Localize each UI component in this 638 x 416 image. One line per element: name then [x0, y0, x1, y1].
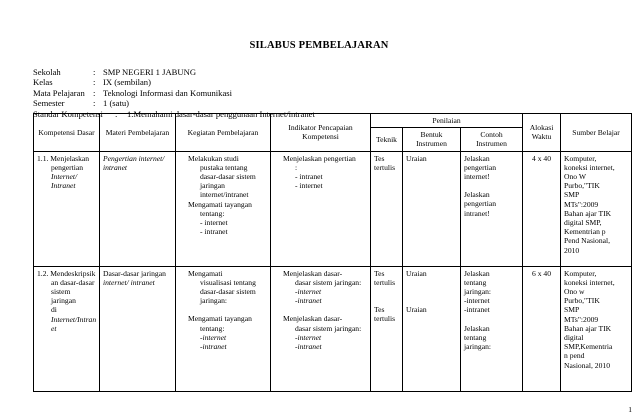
cell-text: tentang:: [200, 323, 225, 333]
indikator-cell: [271, 266, 371, 391]
cell-text: MTs":2009: [564, 314, 599, 324]
cell-text: Melakukan studi: [188, 153, 239, 163]
cell-text: Tes: [374, 268, 385, 278]
cell-text: Ono w: [564, 287, 585, 297]
cell-text: dasar-dasar sistem: [200, 287, 256, 297]
bentuk-cell: [403, 151, 461, 266]
meta-key: Sekolah: [33, 67, 61, 77]
cell-text: [179, 314, 267, 323]
kompetensi-cell: [34, 151, 100, 266]
cell-text: Uraian: [406, 153, 427, 163]
document-meta: [33, 67, 315, 119]
cell-text: Menjelaskan pengertian: [283, 153, 356, 163]
sumber-cell: [561, 151, 632, 266]
kegiatan-cell: [176, 151, 271, 266]
page-number: 1: [628, 405, 632, 414]
cell-text: [464, 181, 519, 190]
cell-text: Dasar-dasar jaringan: [103, 268, 166, 278]
meta-row-mapel: Mata Pelajaran : Teknologi Informasi dan Komunikasi: [33, 87, 232, 98]
cell-text: -internet: [200, 332, 227, 342]
cell-text: Internet/Intran: [51, 314, 97, 324]
cell-text: Pend Nasional,: [564, 236, 610, 246]
cell-text: [179, 305, 267, 314]
cell-text: tentang:: [200, 208, 225, 218]
cell-text: Bahan ajar TIK: [564, 323, 612, 333]
cell-text: jaringan: [200, 181, 225, 191]
meta-row-kelas: Kelas : IX (sembilan): [33, 77, 151, 88]
cell-text: [274, 314, 367, 323]
cell-text: [179, 200, 267, 209]
cell-text: tertulis: [374, 277, 396, 287]
meta-row-sekolah: Sekolah : SMP NEGERI 1 JABUNG: [33, 67, 197, 77]
cell-text: 1.2.: [37, 268, 49, 278]
cell-text: dasar sistem jaringan:: [295, 323, 362, 333]
meta-value: IX (sembilan): [103, 77, 151, 88]
cell-text: [374, 287, 399, 296]
cell-text: et: [51, 323, 57, 333]
cell-text: Tes: [374, 305, 385, 315]
cell-text: internet!: [464, 172, 490, 182]
cell-text: [274, 269, 367, 278]
sumber-cell: [561, 266, 632, 391]
cell-text: Mendeskripsik: [50, 268, 96, 278]
teknik-cell: [371, 151, 403, 266]
cell-text: [274, 305, 367, 314]
cell-text: [37, 269, 96, 278]
cell-text: Komputer,: [564, 268, 597, 278]
cell-text: Bahan ajar TIK: [564, 208, 612, 218]
cell-text: koneksi internet,: [564, 162, 615, 172]
cell-text: dasar sistem jaringan:: [295, 277, 362, 287]
cell-text: Tes: [374, 153, 385, 163]
page-title: SILABUS PEMBELAJARAN: [249, 40, 389, 51]
cell-text: 2010: [564, 245, 580, 255]
cell-text: [406, 278, 457, 287]
cell-text: Uraian: [406, 304, 427, 314]
header-kegiatan: Kegiatan Pembelajaran: [176, 114, 271, 152]
cell-text: :: [295, 162, 298, 172]
cell-text: [406, 296, 457, 305]
kegiatan-cell: [176, 266, 271, 391]
syllabus-table: [33, 113, 632, 392]
cell-text: SMP,Kementria: [564, 342, 613, 352]
cell-text: - internet: [200, 218, 228, 228]
cell-text: dasar-dasar sistem: [200, 172, 256, 182]
cell-text: SMP: [564, 305, 580, 315]
cell-text: tertulis: [374, 162, 396, 172]
meta-value: 1.Memahami dasar-dasar penggunaan Internet/intranet: [127, 108, 315, 119]
cell-text: -intranet: [200, 342, 227, 352]
cell-text: Kementrian p: [564, 227, 606, 237]
cell-text: di: [51, 305, 57, 315]
meta-key: Mata Pelajaran: [33, 87, 85, 98]
kompetensi-cell: [34, 266, 100, 391]
contoh-cell: [461, 266, 523, 391]
cell-text: [406, 287, 457, 296]
cell-text: SMP: [564, 190, 580, 200]
cell-text: digital: [564, 333, 584, 343]
cell-text: Purbo,"TIK: [564, 181, 600, 191]
header-kompetensi: Kompetensi Dasar: [34, 114, 100, 152]
cell-text: Menjelaskan: [50, 153, 90, 163]
cell-text: -internet: [295, 332, 322, 342]
meta-value: 1 (satu): [103, 98, 130, 109]
header-indikator: Indikator Pencapaian Kompetensi: [271, 114, 371, 152]
cell-text: [374, 296, 399, 305]
cell-text: jaringan:: [200, 296, 227, 306]
cell-text: MTs":2009: [564, 199, 599, 209]
meta-key: Kelas: [33, 77, 53, 88]
cell-text: koneksi internet,: [564, 277, 615, 287]
header-row: [34, 114, 632, 128]
cell-text: Jelaskan: [464, 323, 490, 333]
cell-text: Ono W: [564, 172, 587, 182]
cell-text: an dasar-dasar: [51, 277, 95, 287]
cell-text: -intranet: [295, 342, 322, 352]
meta-value: Teknologi Informasi dan Komunikasi: [103, 87, 232, 98]
cell-text: intranet!: [464, 208, 490, 218]
cell-text: 1.1.: [37, 153, 49, 163]
cell-text: -internet: [295, 287, 322, 297]
cell-text: pengertian: [51, 162, 84, 172]
meta-row-semester: Semester : 1 (satu): [33, 98, 130, 109]
cell-text: Mengamati tayangan: [188, 314, 252, 324]
alokasi-cell: 4 x 40: [523, 151, 561, 266]
cell-text: digital SMP,: [564, 218, 602, 228]
cell-text: [274, 154, 367, 163]
cell-text: internet/ intranet: [103, 277, 155, 287]
meta-key: Semester: [33, 98, 65, 109]
cell-text: [37, 154, 96, 163]
cell-text: [179, 154, 267, 163]
cell-text: Purbo,"TIK: [564, 296, 600, 306]
cell-text: intranet: [103, 162, 128, 172]
cell-text: Menjelaskan dasar-: [283, 268, 343, 278]
cell-text: Jelaskan: [464, 153, 490, 163]
header-contoh: Contoh Instrumen: [461, 128, 523, 151]
cell-text: tentang: [464, 277, 487, 287]
table-row: [34, 266, 632, 391]
header-materi: Materi Pembelajaran: [100, 114, 176, 152]
cell-text: Mengamati: [188, 268, 223, 278]
meta-value: SMP NEGERI 1 JABUNG: [103, 67, 197, 77]
cell-text: tentang: [464, 332, 487, 342]
cell-text: [179, 269, 267, 278]
cell-text: -internet: [464, 296, 490, 306]
cell-text: Komputer,: [564, 153, 597, 163]
cell-text: Jelaskan: [464, 268, 490, 278]
cell-text: pengertian: [464, 199, 497, 209]
cell-text: Mengamati tayangan: [188, 199, 252, 209]
alokasi-cell: 6 x 40: [523, 266, 561, 391]
materi-cell: [100, 266, 176, 391]
header-teknik: Teknik: [371, 128, 403, 151]
meta-row-standar: Standar Kompetensi : 1.Memahami dasar-dasar penggunaan Internet/intranet: [33, 108, 315, 119]
teknik-cell: [371, 266, 403, 391]
contoh-cell: [461, 151, 523, 266]
cell-text: internet/intranet: [200, 190, 249, 200]
cell-text: - intranet: [200, 227, 228, 237]
cell-text: -intranet: [464, 305, 490, 315]
cell-text: - internet: [295, 181, 323, 191]
cell-text: - intranet: [295, 172, 323, 182]
cell-text: -intranet: [295, 296, 322, 306]
cell-text: sistem jaringan: [51, 287, 76, 306]
header-penilaian: Penilaian: [371, 114, 523, 128]
cell-text: pustaka tentang: [200, 162, 248, 172]
bentuk-cell: [403, 266, 461, 391]
cell-text: n pend: [564, 351, 585, 361]
header-alokasi: Alokasi Waktu: [523, 114, 561, 152]
cell-text: Internet/: [51, 172, 78, 182]
cell-text: jaringan:: [464, 342, 491, 352]
table-row: [34, 151, 632, 266]
cell-text: Pengertian internet/: [103, 153, 165, 163]
indikator-cell: [271, 151, 371, 266]
cell-text: visualisasi tentang: [200, 277, 256, 287]
cell-text: [464, 315, 519, 324]
cell-text: Uraian: [406, 268, 427, 278]
cell-text: Menjelaskan dasar-: [283, 314, 343, 324]
materi-cell: [100, 151, 176, 266]
meta-key: Standar Kompetensi: [33, 108, 103, 119]
cell-text: Intranet: [51, 181, 76, 191]
header-bentuk: Bentuk Instrumen: [403, 128, 461, 151]
cell-text: Jelaskan: [464, 190, 490, 200]
header-sumber: Sumber Belajar: [561, 114, 632, 152]
cell-text: tertulis: [374, 314, 396, 324]
cell-text: Nasional, 2010: [564, 360, 610, 370]
cell-text: pengertian: [464, 162, 497, 172]
cell-text: jaringan:: [464, 287, 491, 297]
